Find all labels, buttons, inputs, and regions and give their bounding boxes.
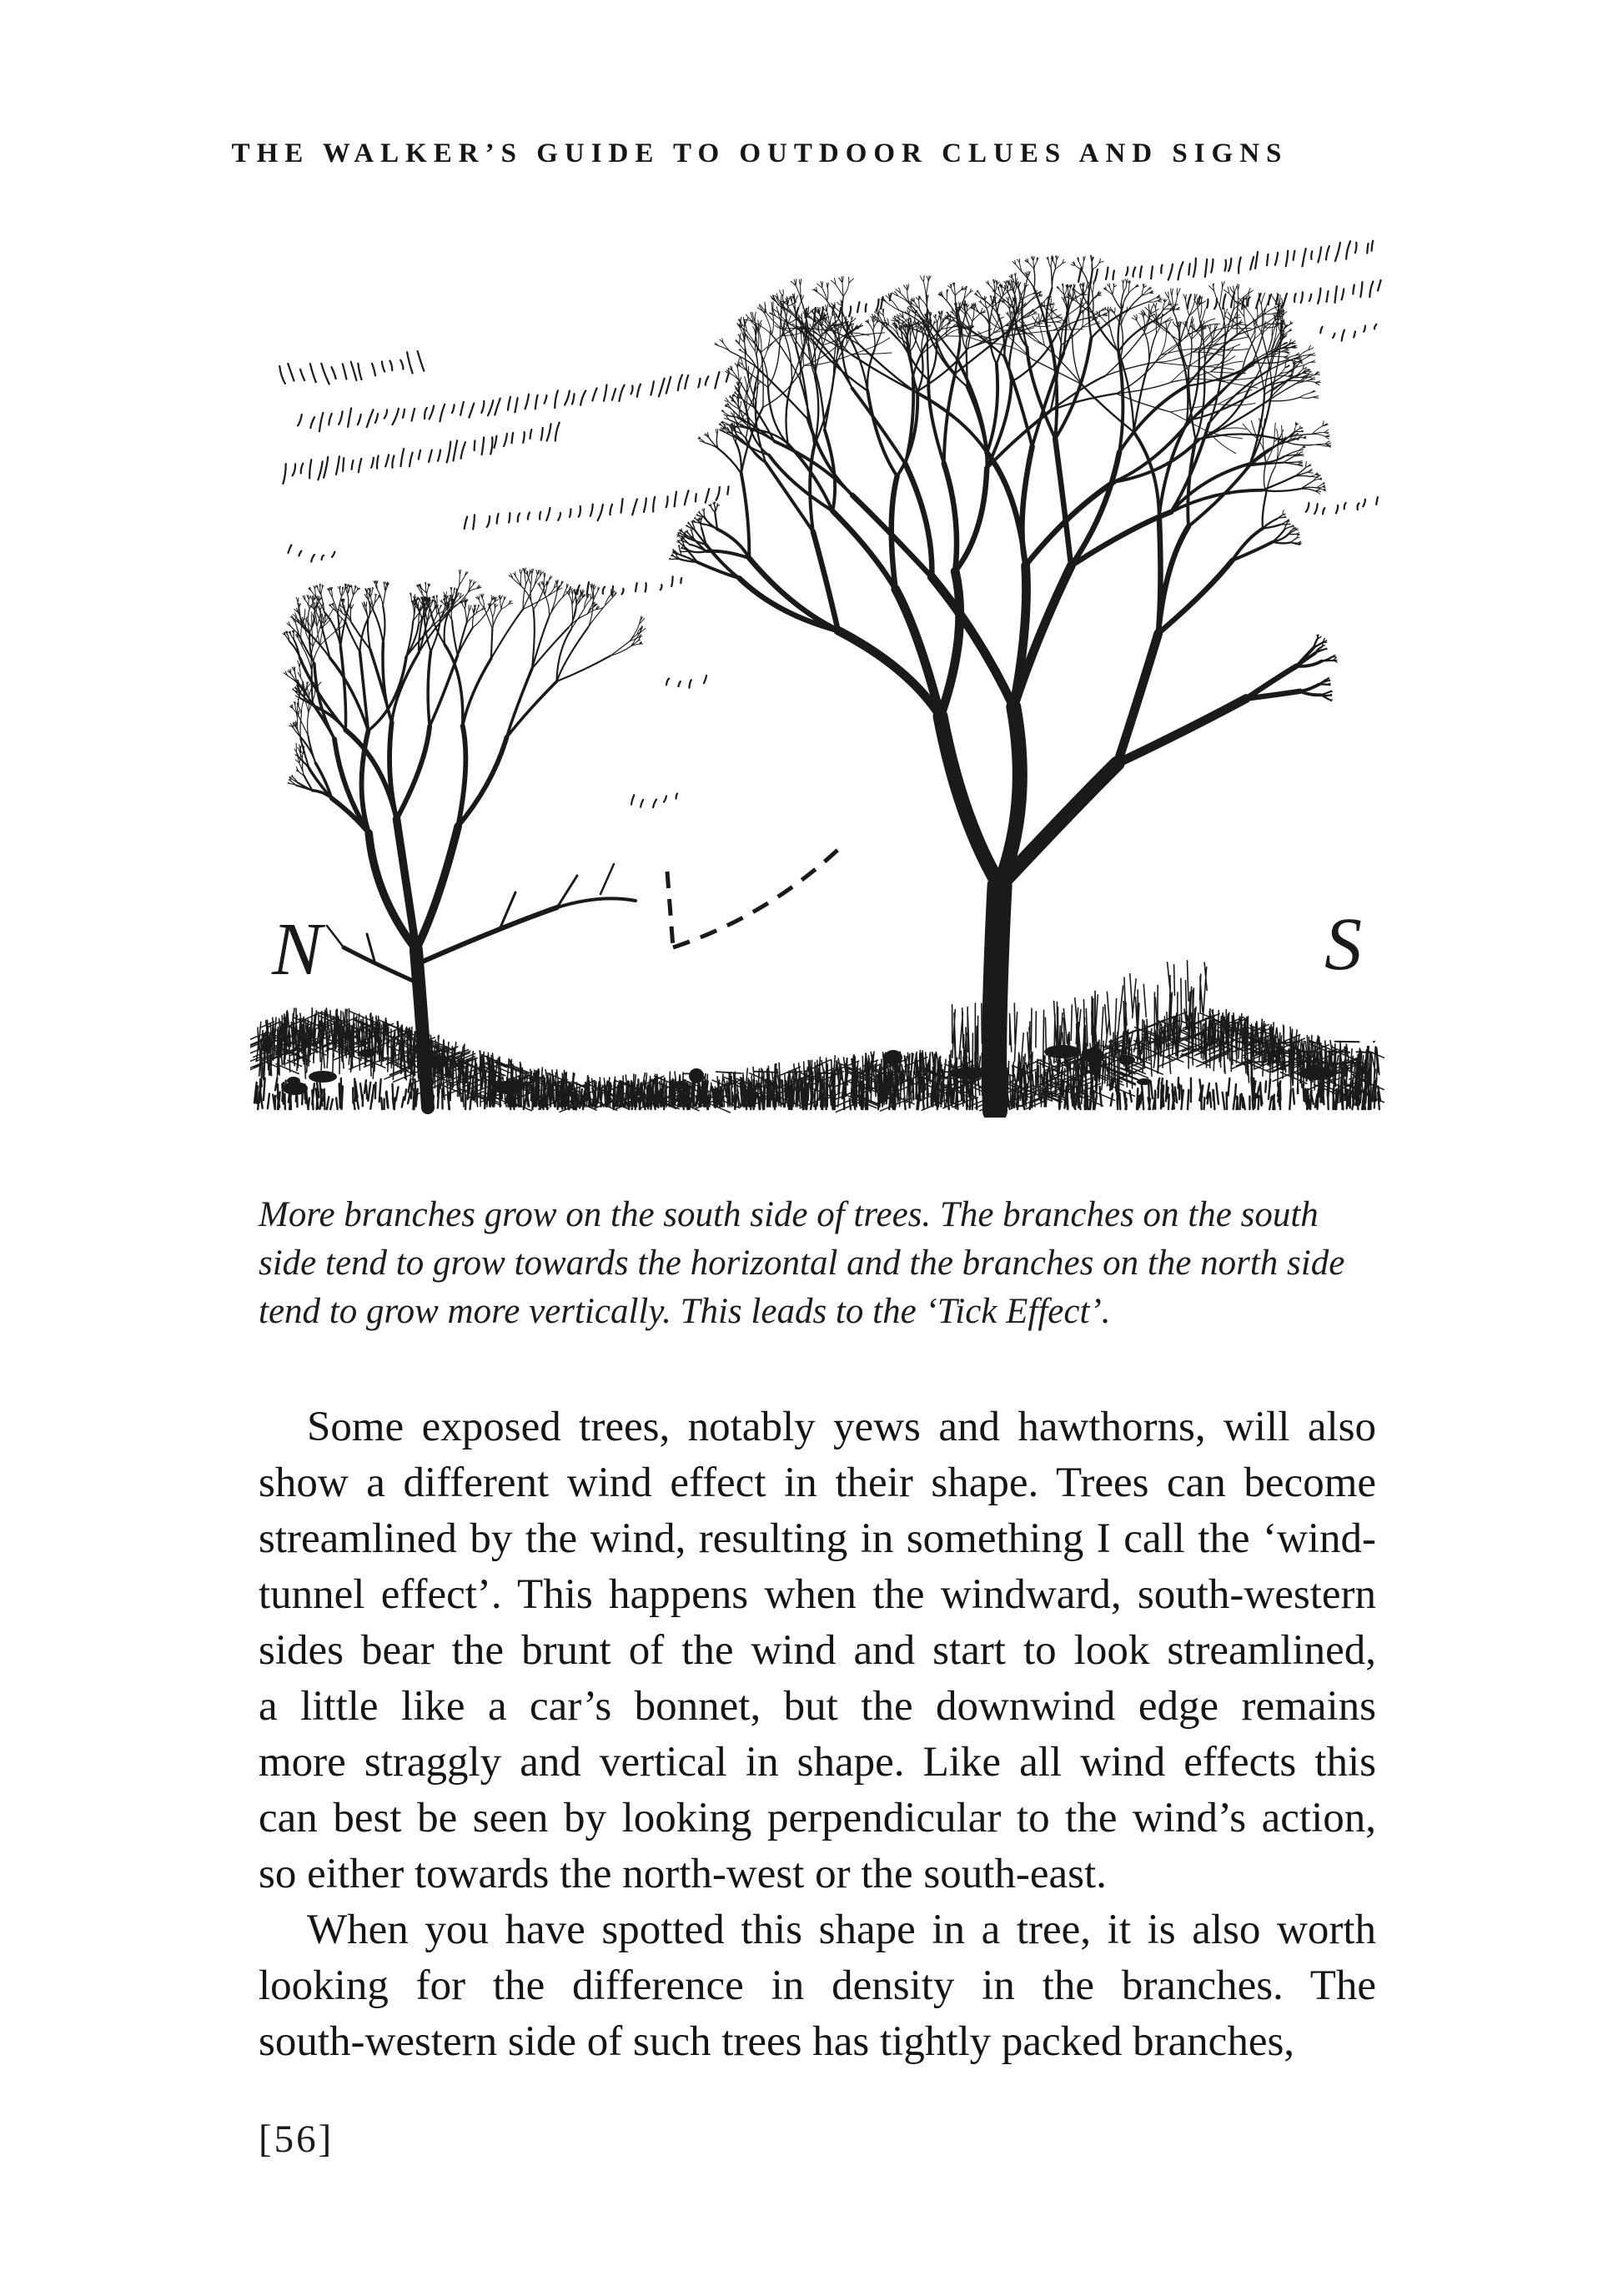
body-line: can best be seen by looking perpendicular to the wind’s action, [259,1795,1376,1841]
body-line: When you have spotted this shape in a tree, it is also worth [307,1907,1376,1953]
body-line: more straggly and vertical in shape. Like all wind effects this [259,1739,1376,1786]
body-line: south-western side of such trees has tightly packed branches, [259,2018,1295,2065]
paragraph [259,1902,1376,2070]
tick-arrow-curve [673,844,844,947]
body-text [259,1399,1376,2070]
body-line: sides bear the brunt of the wind and start to look streamlined, [259,1627,1376,1674]
paragraph [259,1399,1376,1902]
body-line: show a different wind effect in their shape. Trees can become [259,1459,1376,1506]
body-line: Some exposed trees, notably yews and hawthorns, will also [307,1404,1376,1450]
body-line: looking for the difference in density in the branches. The [259,1962,1376,2009]
caption-line: side tend to grow towards the horizontal and the branches on the north side [259,1243,1345,1283]
body-line: so either towards the north-west or the south-east. [259,1851,1107,1897]
running-header: THE WALKER’S GUIDE TO OUTDOOR CLUES AND SIGNS [231,138,1289,168]
page-number: [56] [259,2118,334,2161]
south-label: S [1324,903,1362,986]
tick-arrow-vertical [667,872,673,947]
body-line: a little like a car’s bonnet, but the downwind edge remains [259,1683,1376,1730]
illustration-svg [250,208,1384,1118]
body-line: streamlined by the wind, resulting in something I call the ‘wind- [259,1515,1376,1562]
body-line: tunnel effect’. This happens when the windward, south-western [259,1571,1376,1618]
figure-caption [259,1191,1409,1336]
caption-line: tend to grow more vertically. This leads to the ‘Tick Effect’. [259,1292,1111,1331]
caption-line: More branches grow on the south side of trees. The branches on the south [259,1195,1319,1234]
north-label: N [272,908,323,991]
tree-wind-illustration [250,208,1384,1118]
